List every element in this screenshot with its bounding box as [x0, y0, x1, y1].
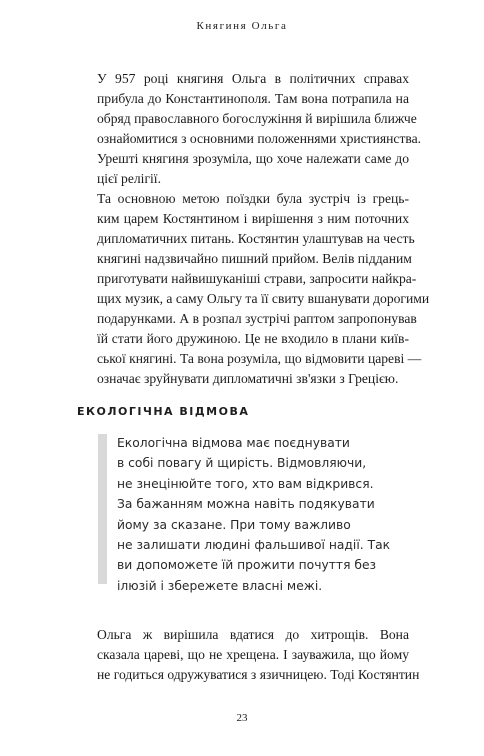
sidebar-line: не знецінюйте того, хто вам відкрився. [117, 476, 374, 491]
sidebar-title: ЕКОЛОГІЧНА ВІДМОВА [77, 405, 250, 418]
page-number: 23 [236, 712, 248, 724]
text-line: сказала цареві, що не хрещена. І зауважила, що йому [97, 647, 409, 662]
paragraph-1 [77, 69, 422, 189]
text-line: прибула до Константинополя. Там вона потрапила на [97, 91, 409, 106]
text-line: Та основною метою поїздки була зустріч із грець- [97, 191, 409, 206]
sidebar-line: Екологічна відмова має поєднувати [117, 436, 350, 450]
main-text-top [77, 69, 430, 389]
text-line: Урешті княгиня зрозуміла, що хоче належати саме до [97, 151, 409, 166]
text-line: У 957 році княгиня Ольга в політичних справах [97, 71, 409, 86]
text-line: не годиться одружуватися з язичницею. Тоді Костянтин [97, 667, 420, 682]
sidebar-line: в собі повагу й щирість. Відмовляючи, [117, 456, 367, 471]
text-line: їй стати його дружиною. Це не входило в плани київ- [97, 331, 409, 346]
sidebar-line: ілюзій і збережете власні межі. [117, 578, 323, 593]
sidebar-line: не залишати людині фальшивої надії. Так [117, 538, 391, 553]
text-line: ознайомитися з основними положеннями християнства. [97, 131, 422, 146]
text-line: щих музик, а саму Ольгу та її свиту вшанувати дорогими [97, 291, 430, 306]
text-line: подарунками. А в розпал зустрічі раптом запропонував [97, 311, 417, 326]
text-line: дипломатичних питань. Костянтин улаштував на честь [97, 231, 415, 246]
text-line: княгині надзвичайно пишний прийом. Велів підданим [97, 251, 412, 266]
sidebar-line: йому за сказане. При тому важливо [117, 517, 351, 532]
paragraph-3 [77, 625, 420, 685]
text-line: Ольга ж вирішила вдатися до хитрощів. Вона [97, 627, 409, 642]
text-line: ким царем Костянтином і вирішення з ним поточних [97, 211, 409, 226]
running-head: Княгиня Ольга [196, 20, 288, 32]
text-line: цієї релігії. [97, 171, 161, 186]
text-line: обряд православного богослужіння й вирішила ближче [97, 111, 417, 126]
text-line: приготувати найвишуканіші страви, запросити найкра- [97, 271, 417, 286]
sidebar-line: ви допоможете їй прожити почуття без [117, 558, 377, 573]
sidebar-accent-bar [98, 434, 107, 584]
sidebar-line: За бажанням можна навіть подякувати [117, 497, 375, 512]
text-line: означає зруйнувати дипломатичні зв'язки з Грецією. [97, 371, 399, 386]
main-text-bottom [77, 625, 420, 685]
text-line: ської княгині. Та вона розуміла, що відмовити цареві — [97, 351, 422, 366]
sidebar-text [117, 433, 407, 596]
paragraph-2 [77, 189, 430, 389]
